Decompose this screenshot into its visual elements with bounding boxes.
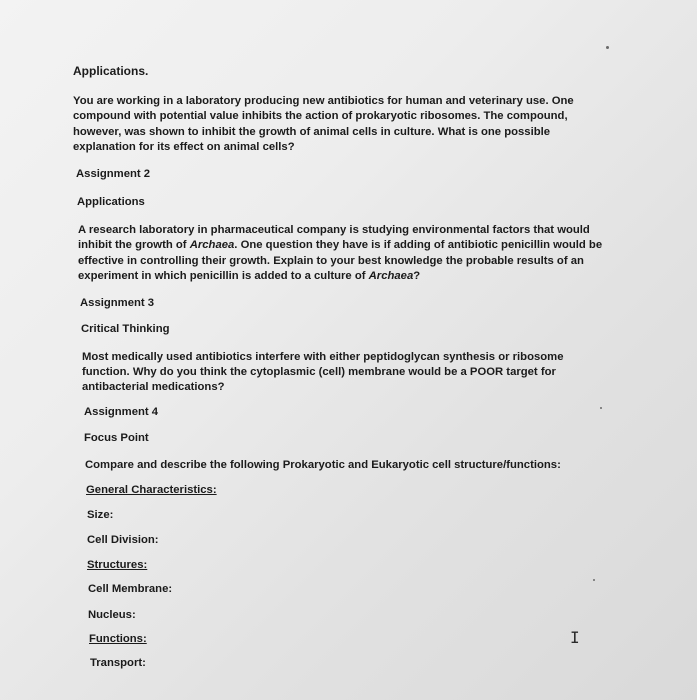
question-1-line-4: explanation for its effect on animal cells? [73,141,295,153]
applications-2-heading: Applications [77,196,145,208]
question-1-line-3: however, was shown to inhibit the growth of animal cells in culture. What is one possible [73,126,551,138]
nucleus-label: Nucleus: [88,609,136,621]
speck-mark [600,407,602,409]
question-3-line-3: antibacterial medications? [82,381,225,393]
size-label: Size: [87,509,114,521]
question-3-line-1: Most medically used antibiotics interfere with either peptidoglycan synthesis or ribosome [82,351,564,363]
critical-thinking-heading: Critical Thinking [81,323,170,335]
assignment-3-heading: Assignment 3 [80,297,155,309]
assignment-2-heading: Assignment 2 [76,168,151,180]
question-2-line-2 [78,238,602,254]
cell-membrane-label: Cell Membrane: [88,583,173,595]
focus-point-heading: Focus Point [84,432,149,444]
archaea-term: Archaea [189,239,235,251]
question-2-line-1: A research laboratory in pharmaceutical company is studying environmental factors that would [78,224,590,236]
speck-mark [593,579,595,581]
text-cursor-icon: I [570,628,580,647]
compare-instruction: Compare and describe the following Prokaryotic and Eukaryotic cell structure/functions: [85,459,561,471]
question-2-line-3: effective in controlling their growth. Explain to your best knowledge the probable results of an [78,255,584,267]
speck-mark [606,46,609,49]
applications-heading: Applications. [73,64,149,78]
general-characteristics-heading: General Characteristics: [86,484,217,496]
question-1-line-2: compound with potential value inhibits the action of prokaryotic ribosomes. The compound, [73,110,568,122]
question-1-line-1: You are working in a laboratory producing new antibiotics for human and veterinary use. One [73,95,574,107]
q2-line2-start: inhibit the growth of [78,239,190,251]
structures-heading: Structures: [87,559,148,571]
assignment-4-heading: Assignment 4 [84,406,159,418]
transport-label: Transport: [90,657,146,669]
question-2-line-4 [78,269,420,285]
archaea-term-2: Archaea [368,270,414,282]
q2-line2-end: . One question they have is if adding of antibiotic penicillin would be [234,239,603,251]
q2-line4-start: experiment in which penicillin is added to a culture of [78,270,369,282]
question-3-line-2: function. Why do you think the cytoplasmic (cell) membrane would be a POOR target for [82,366,556,378]
cell-division-label: Cell Division: [87,534,159,546]
q2-line4-end: ? [413,270,421,282]
functions-heading: Functions: [89,633,147,645]
